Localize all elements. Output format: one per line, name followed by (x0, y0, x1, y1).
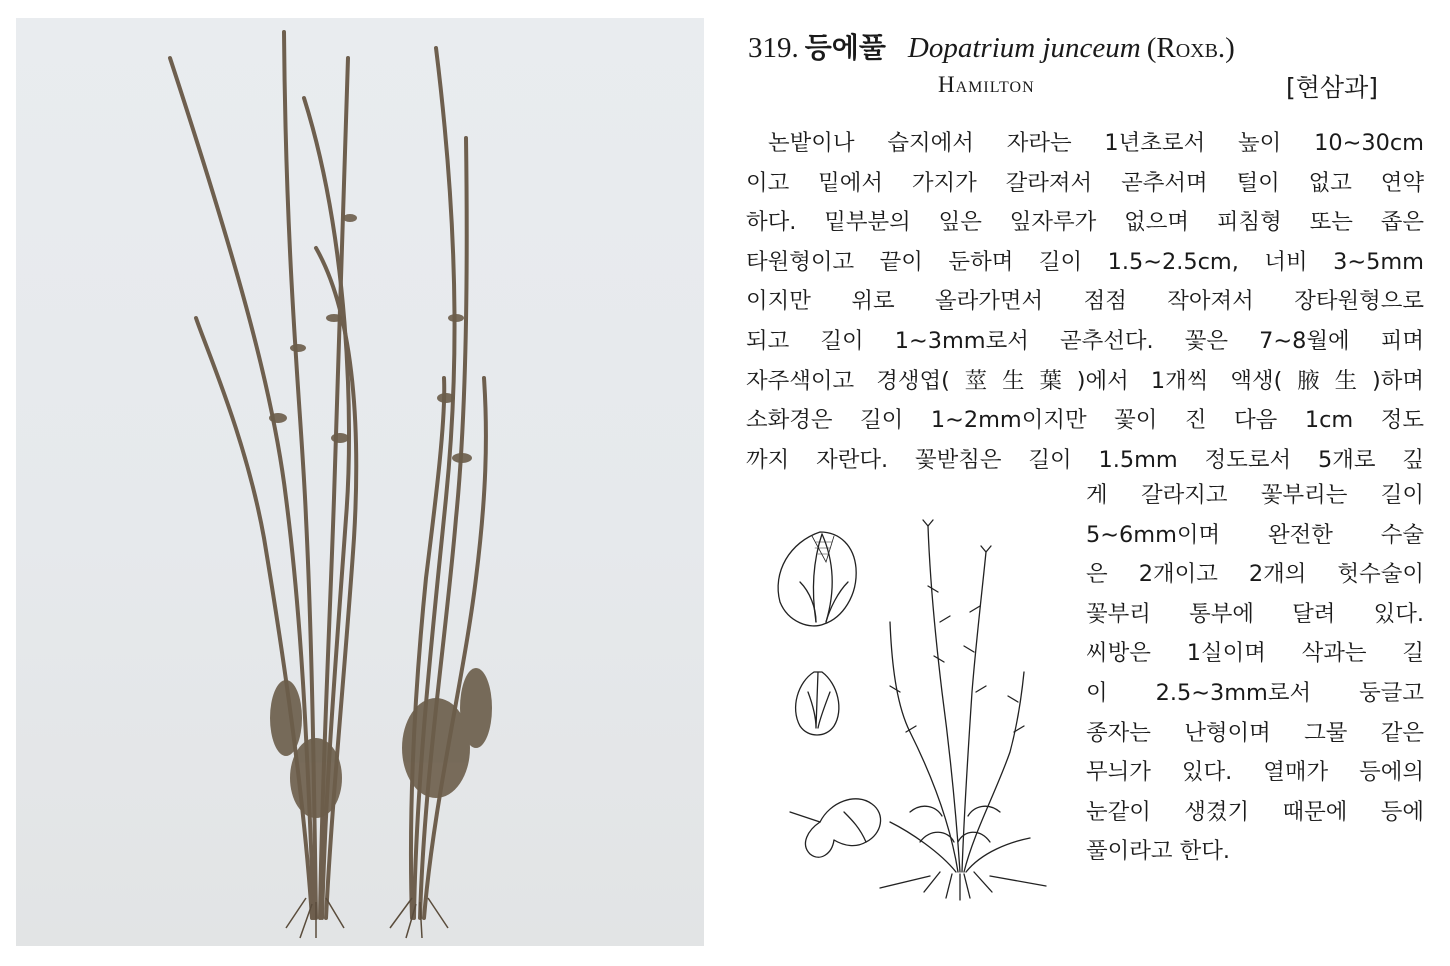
description-line: 까지 자란다. 꽃받침은 길이 1.5mm 정도로서 5개로 깊 (746, 446, 1424, 473)
description-line: 이지만 위로 올라가면서 점점 작아져서 장타원형으로 (746, 288, 1424, 315)
bud-drawing (796, 672, 839, 735)
description-side-text (1086, 476, 1424, 872)
description-line: 5∼6mm이며 완전한 수술 (1086, 521, 1424, 548)
description-line: 은 2개이고 2개의 헛수술이 (1086, 561, 1424, 588)
description-line: 이 2.5∼3mm로서 둥글고 (1086, 679, 1424, 706)
description-line: 논밭이나 습지에서 자라는 1년초로서 높이 10∼30cm (768, 130, 1424, 156)
botanical-line-drawing (760, 512, 1080, 904)
whole-plant-drawing (880, 520, 1046, 900)
flower-drawing (790, 799, 881, 857)
herbarium-specimen-photo (16, 18, 704, 946)
species-number: 319. (748, 32, 799, 64)
plant-drawing (760, 512, 1080, 904)
species-header (748, 26, 1428, 106)
author-citation: (Roxb.) (1146, 32, 1235, 64)
description-line: 되고 길이 1∼3mm로서 곧추선다. 꽃은 7∼8월에 피며 (746, 327, 1424, 354)
description-line: 풀이라고 한다. (1086, 838, 1231, 865)
description-line: 씨방은 1실이며 삭과는 길 (1086, 640, 1424, 667)
scientific-name: Dopatrium junceum (907, 32, 1141, 64)
description-line: 종자는 난형이며 그물 같은 (1086, 719, 1424, 746)
description-line: 소화경은 길이 1∼2mm이지만 꽃이 진 다음 1cm 정도 (746, 407, 1424, 434)
description-text (746, 124, 1424, 480)
description-line: 타원형이고 끝이 둔하며 길이 1.5∼2.5cm, 너비 3∼5mm (746, 248, 1424, 275)
species-title-line (748, 26, 1235, 66)
description-line: 눈같이 생겼기 때문에 등에 (1086, 798, 1424, 825)
specimen-illustration (16, 18, 704, 946)
family-name: [현삼과] (1286, 73, 1378, 102)
description-line: 이고 밑에서 가지가 갈라져서 곧추서며 털이 없고 연약 (746, 169, 1424, 196)
description-line: 자주색이고 경생엽(莖生葉)에서 1개씩 액생(腋生)하며 (746, 367, 1424, 394)
description-line: 게 갈라지고 꽃부리는 길이 (1086, 482, 1424, 508)
author-name: Hamilton (938, 72, 1035, 97)
description-line: 꽃부리 통부에 달려 있다. (1086, 600, 1424, 627)
capsule-drawing (778, 532, 856, 626)
korean-name: 등에풀 (804, 31, 886, 64)
description-line: 무늬가 있다. 열매가 등에의 (1086, 759, 1424, 786)
description-line: 하다. 밑부분의 잎은 잎자루가 없으며 피침형 또는 좁은 (746, 209, 1424, 236)
